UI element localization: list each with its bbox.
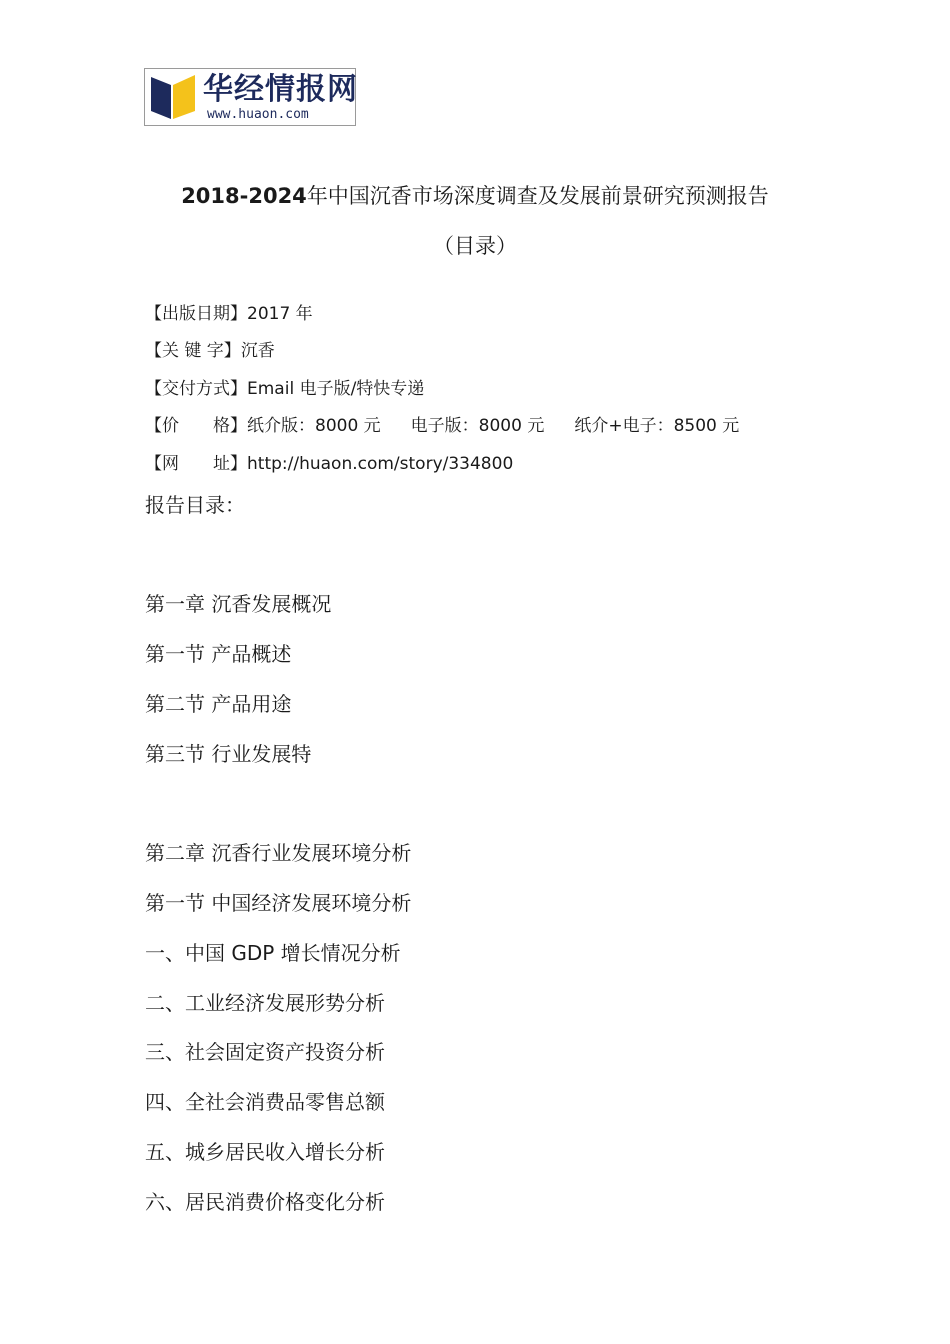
toc-subsection-2: 二、工业经济发展形势分析 xyxy=(145,991,385,1015)
toc-subsection-4: 四、全社会消费品零售总额 xyxy=(145,1090,385,1114)
meta-price-electronic: 电子版：8000 元 xyxy=(410,416,545,436)
report-title xyxy=(0,182,950,210)
toc-section-1-3: 第三节 行业发展特 xyxy=(145,742,312,766)
toc-chapter-1: 第一章 沉香发展概况 xyxy=(145,592,332,616)
meta-delivery-value: Email 电子版/特快专递 xyxy=(247,379,425,399)
toc-subsection-1: 一、中国 GDP 增长情况分析 xyxy=(145,941,401,965)
meta-website xyxy=(145,452,513,476)
toc-subsection-3: 三、社会固定资产投资分析 xyxy=(145,1040,385,1064)
toc-section-2-1: 第一节 中国经济发展环境分析 xyxy=(145,891,412,915)
meta-delivery xyxy=(145,377,424,401)
report-title-text: 年中国沉香市场深度调查及发展前景研究预测报告 xyxy=(306,184,769,208)
meta-keywords-value: 沉香 xyxy=(240,341,275,361)
meta-publish-date-label: 【出版日期】 xyxy=(145,304,247,324)
toc-section-1-2: 第二节 产品用途 xyxy=(145,692,292,716)
meta-publish-date-value: 2017 年 xyxy=(247,304,313,324)
logo-url: www.huaon.com xyxy=(207,107,309,122)
toc-subsection-5: 五、城乡居民收入增长分析 xyxy=(145,1140,385,1164)
logo-name: 华经情报网 xyxy=(203,72,358,107)
huaon-logo[interactable] xyxy=(144,68,356,126)
toc-chapter-2: 第二章 沉香行业发展环境分析 xyxy=(145,841,412,865)
meta-price-combo: 纸介+电子：8500 元 xyxy=(574,416,740,436)
meta-website-label: 【网 址】 xyxy=(145,454,247,474)
report-title-years: 2018-2024 xyxy=(181,184,307,208)
report-subtitle: （目录） xyxy=(433,234,517,258)
meta-price-label: 【价 格】 xyxy=(145,416,247,436)
book-logo-icon xyxy=(149,73,197,121)
toc-heading: 报告目录： xyxy=(145,493,245,517)
meta-delivery-label: 【交付方式】 xyxy=(145,379,247,399)
meta-keywords xyxy=(145,339,275,363)
meta-website-link[interactable]: http://huaon.com/story/334800 xyxy=(247,454,514,474)
toc-subsection-6: 六、居民消费价格变化分析 xyxy=(145,1190,385,1214)
meta-keywords-label: 【关 键 字】 xyxy=(145,341,241,361)
meta-price xyxy=(145,414,739,438)
toc-section-1-1: 第一节 产品概述 xyxy=(145,642,292,666)
meta-price-paper: 纸介版：8000 元 xyxy=(247,416,381,436)
meta-publish-date xyxy=(145,302,313,326)
